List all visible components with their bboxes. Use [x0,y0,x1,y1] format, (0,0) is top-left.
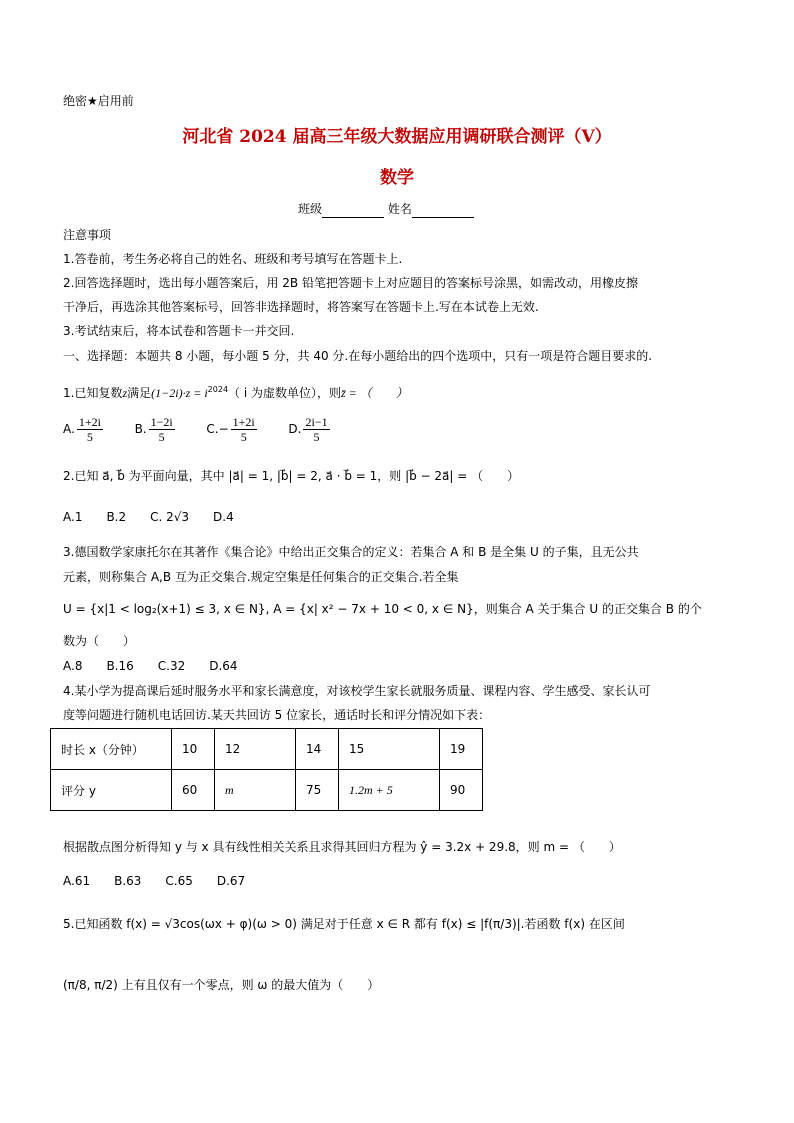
confidential-mark: 绝密★启用前 [63,94,134,108]
question-3-options: A.8 B.16 C.32 D.64 [63,659,238,673]
option-b[interactable]: B. $\frac{1-2i}{5}$ [134,415,173,444]
note-line: 干净后，再选涂其他答案标号，回答非选择题时，将答案写在答题卡上.写在本试卷上无效. [63,300,539,314]
table-cell: 评分 y [51,770,172,811]
question-1-stem: 1.已知复数z满足$(1-2i)\cdot z = i^{2024}$（ i 为虚数单位），则z̄ = （ ） [63,385,408,400]
table-cell: 时长 x（分钟） [51,729,172,770]
table-cell: 10 [172,729,215,770]
table-cell: 19 [440,729,483,770]
option-a[interactable]: A. $\frac{1+2i}{5}$ [63,415,101,444]
table-cell: 14 [296,729,339,770]
question-4-line: 4.某小学为提高课后延时服务水平和家长满意度，对该校学生家长就服务质量、课程内容、学生感受、家长认可 [63,684,651,698]
question-5-line: 5.已知函数 f(x) = √3cos(ωx + φ)(ω > 0) 满足对于任意 x ∈ R 都有 f(x) ≤ |f(π/3)|.若函数 f(x) 在区间 [63,917,625,931]
question-4-line: 根据散点图分析得知 y 与 x 具有线性相关关系且求得其回归方程为 ŷ = 3.2x + 29.8，则 m = （ ） [63,840,621,854]
question-2-options: A.1 B.2 C. 2√3 D.4 [63,510,234,524]
question-3-line: 元素，则称集合 A,B 互为正交集合.规定空集是任何集合的正交集合.若全集 [63,570,459,584]
table-cell: 15 [339,729,440,770]
table-cell: 75 [296,770,339,811]
question-1-options [63,414,332,444]
table-cell: 12 [215,729,296,770]
question-3-line: 3.德国数学家康托尔在其著作《集合论》中给出正交集合的定义：若集合 A 和 B 是全集 U 的子集，且无公共 [63,545,639,559]
notes-heading: 注意事项 [63,228,112,242]
question-4-line: 度等问题进行随机电话回访.某天共回访 5 位家长，通话时长和评分情况如下表： [63,708,491,722]
note-line: 2.回答选择题时，选出每小题答案后，用 2B 铅笔把答题卡上对应题目的答案标号涂黑，如需改动，用橡皮擦 [63,276,638,290]
table-cell: 1.2m + 5 [339,770,440,811]
data-table [50,728,483,811]
table-row [51,770,483,811]
question-5-line: (π/8, π/2) 上有且仅有一个零点，则 ω 的最大值为（ ） [63,978,380,992]
note-line: 1.答卷前，考生务必将自己的姓名、班级和考号填写在答题卡上. [63,252,403,266]
subject-title: 数学 [380,168,414,188]
name-label: 姓名 [387,202,412,216]
exam-title: 河北省 2024 届高三年级大数据应用调研联合测评（V） [182,127,612,147]
table-cell: 90 [440,770,483,811]
class-blank [322,203,384,218]
table-cell: 60 [172,770,215,811]
option-d[interactable]: D. $\frac{2i-1}{5}$ [288,415,328,444]
class-name-fields [298,200,474,218]
question-3-line: 数为（ ） [63,634,136,648]
table-row [51,729,483,770]
table-cell: m [215,770,296,811]
class-label: 班级 [298,202,323,216]
question-4-options: A.61 B.63 C.65 D.67 [63,874,246,888]
question-2-stem: 2.已知 a⃗, b⃗ 为平面向量，其中 |a⃗| = 1, |b⃗| = 2, a⃗ · b⃗ = 1，则 |b⃗ − 2a⃗| = （ ） [63,469,520,483]
question-3-line: U = {x|1 < log₂(x+1) ≤ 3, x ∈ N}, A = {x| x² − 7x + 10 < 0, x ∈ N}，则集合 A 关于集合 U 的正交集合 B 的个 [63,602,702,616]
note-line: 3.考试结束后，将本试卷和答题卡一并交回. [63,324,295,338]
name-blank [412,203,474,218]
section-heading: 一、选择题：本题共 8 小题，每小题 5 分，共 40 分.在每小题给出的四个选项中，只有一项是符合题目要求的. [63,349,653,363]
option-c[interactable]: C.− $\frac{1+2i}{5}$ [206,415,255,444]
